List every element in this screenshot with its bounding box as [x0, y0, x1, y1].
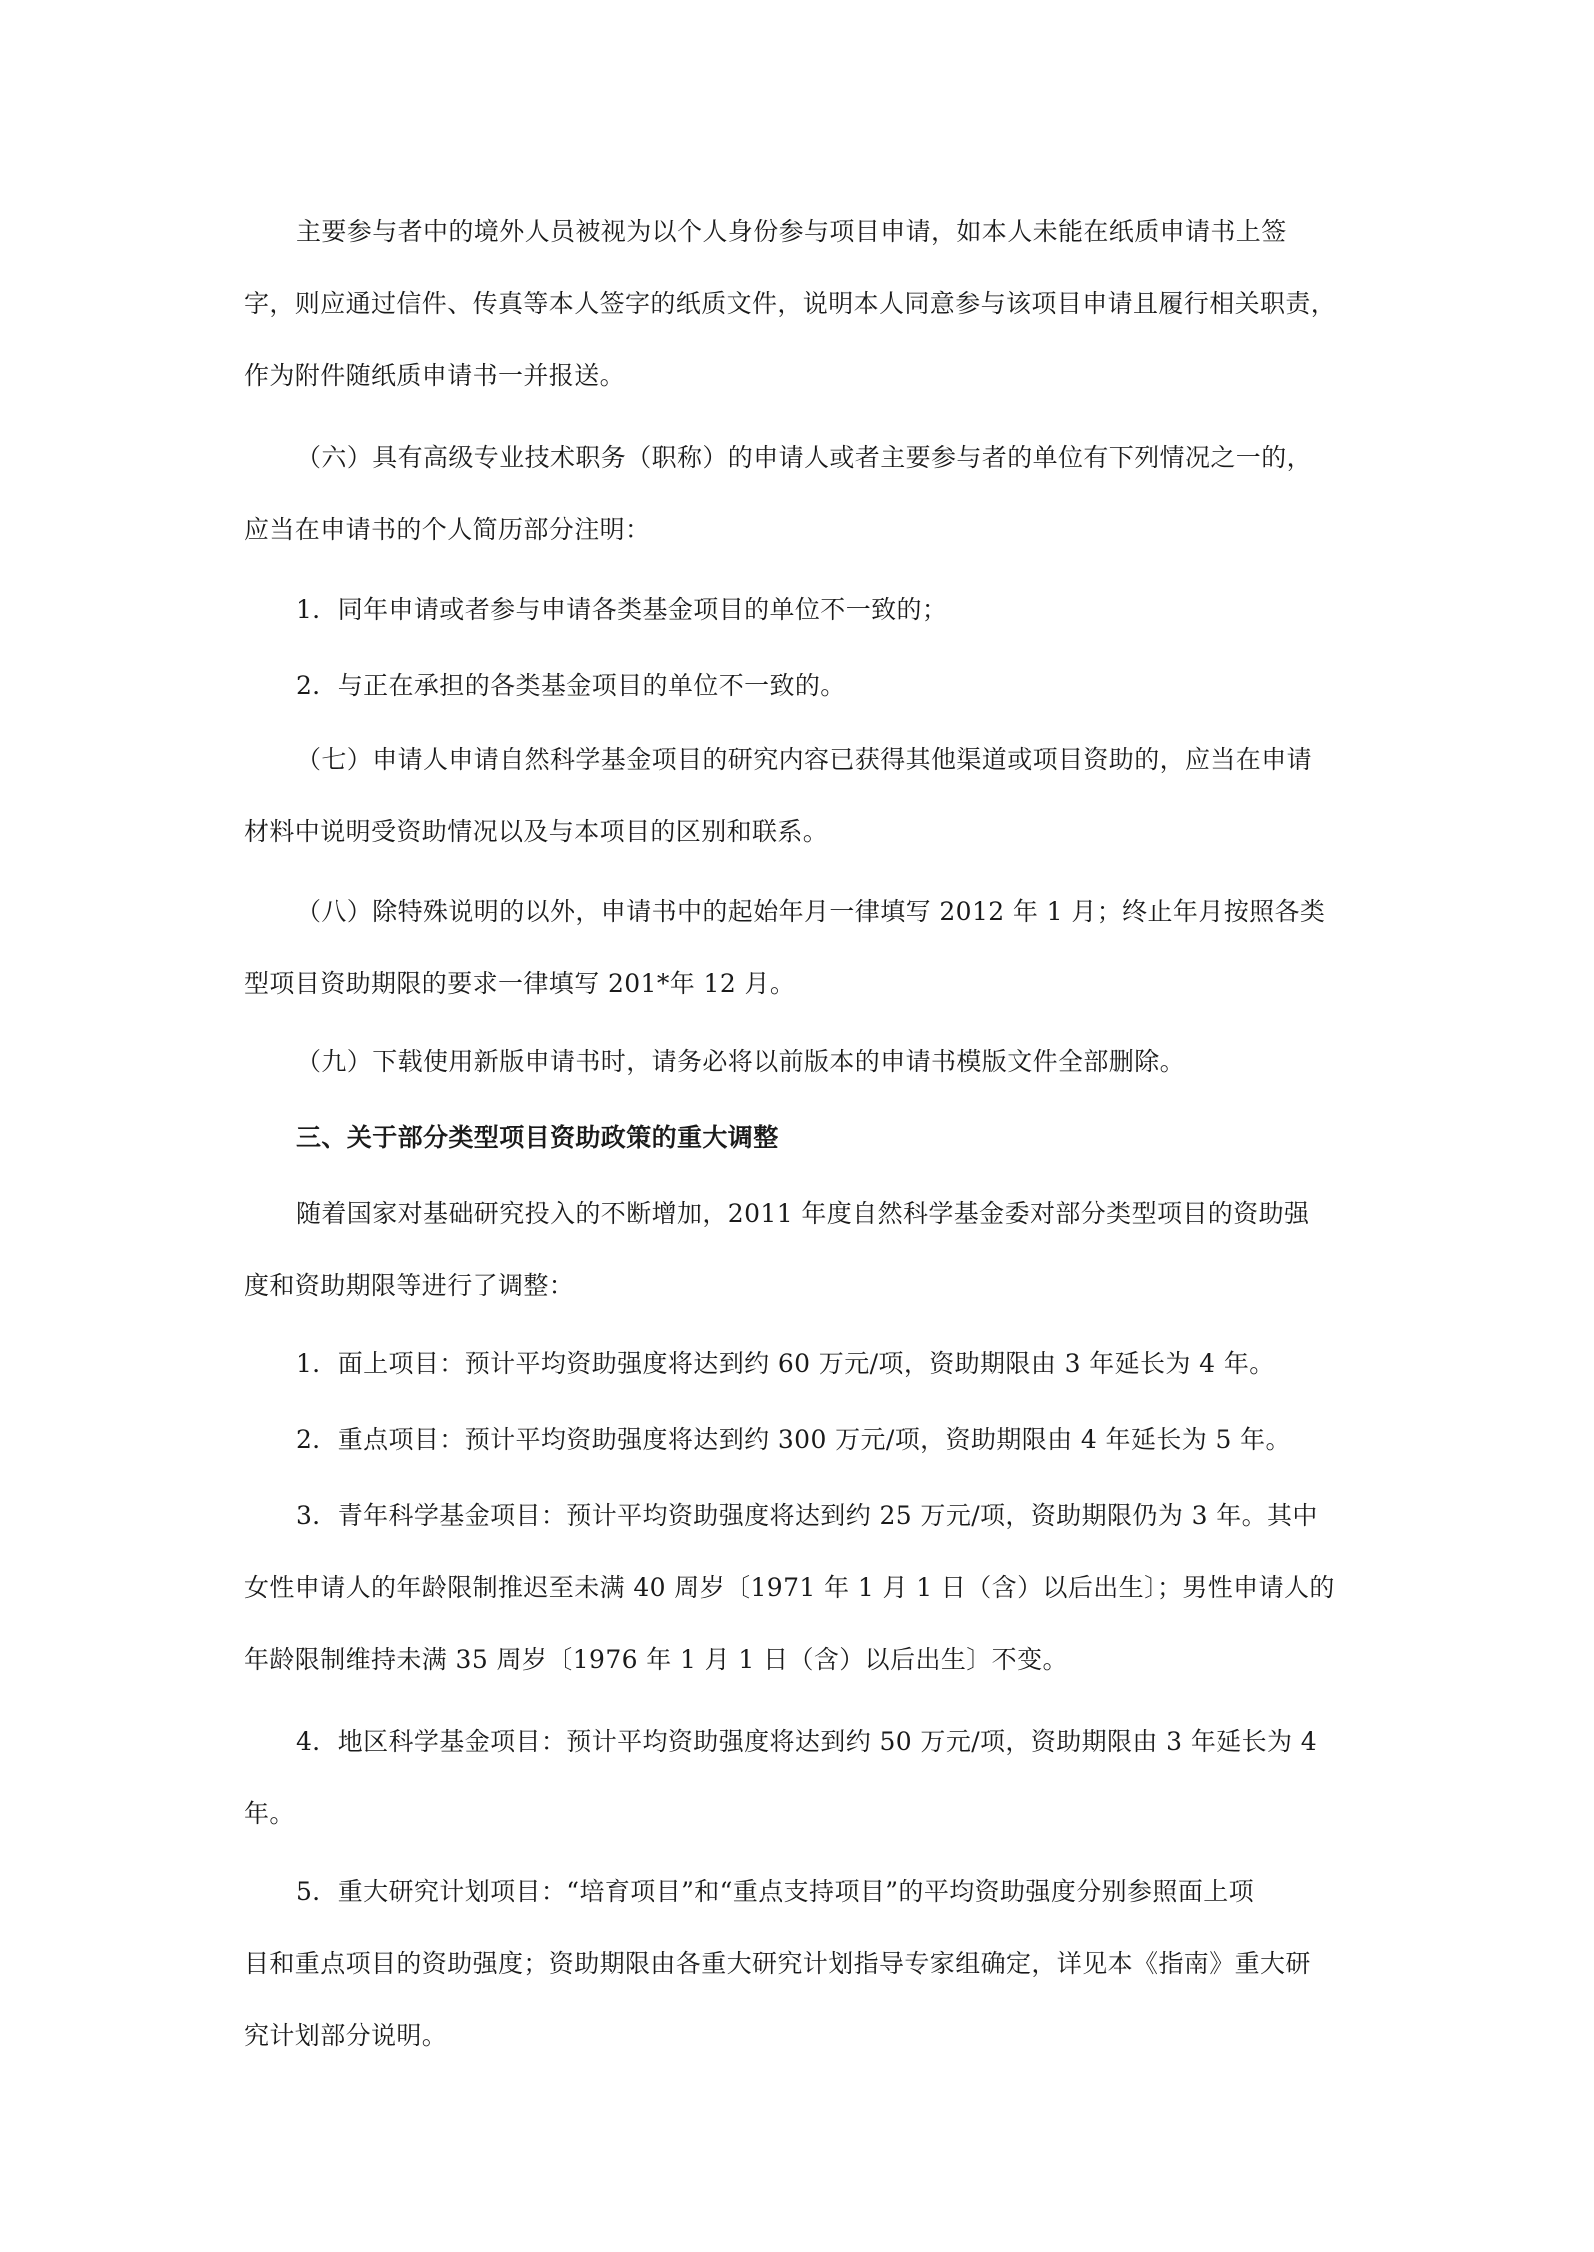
text-line: 字，则应通过信件、传真等本人签字的纸质文件，说明本人同意参与该项目申请且履行相关职责，: [244, 289, 1337, 318]
text-line: 3．青年科学基金项目：预计平均资助强度将达到约 25 万元/项，资助期限仍为 3 年。其中: [296, 1501, 1318, 1530]
section-heading-text: 三、关于部分类型项目资助政策的重大调整: [296, 1123, 779, 1152]
paragraph-key-projects: [244, 1404, 1356, 1476]
paragraph-item-9: [244, 1026, 1356, 1098]
text-line: 度和资助期限等进行了调整：: [244, 1271, 575, 1300]
section-heading: [244, 1102, 1356, 1174]
text-line: 2．与正在承担的各类基金项目的单位不一致的。: [296, 671, 846, 700]
paragraph-subitem-1: [244, 574, 1356, 646]
text-line: 4．地区科学基金项目：预计平均资助强度将达到约 50 万元/项，资助期限由 3 年延长为 4: [296, 1727, 1318, 1756]
text-line: 1．面上项目：预计平均资助强度将达到约 60 万元/项，资助期限由 3 年延长为 4 年。: [296, 1349, 1275, 1378]
paragraph-major-research-plan: [244, 1856, 1356, 2072]
text-line: （七）申请人申请自然科学基金项目的研究内容已获得其他渠道或项目资助的，应当在申请: [296, 745, 1313, 774]
text-line: 女性申请人的年龄限制推迟至未满 40 周岁〔1971 年 1 月 1 日（含）以后出生〕；男性申请人的: [244, 1573, 1335, 1602]
paragraph-regional-fund: [244, 1706, 1356, 1850]
text-line: 5．重大研究计划项目：“培育项目”和“重点支持项目”的平均资助强度分别参照面上项: [296, 1877, 1255, 1906]
text-line: 材料中说明受资助情况以及与本项目的区别和联系。: [244, 817, 829, 846]
text-line: 究计划部分说明。: [244, 2021, 448, 2050]
text-line: 随着国家对基础研究投入的不断增加，2011 年度自然科学基金委对部分类型项目的资助强: [296, 1199, 1310, 1228]
paragraph-general-projects: [244, 1328, 1356, 1400]
text-line: 1．同年申请或者参与申请各类基金项目的单位不一致的；: [296, 595, 948, 624]
text-line: 主要参与者中的境外人员被视为以个人身份参与项目申请，如本人未能在纸质申请书上签: [296, 217, 1287, 246]
paragraph-item-7: [244, 724, 1356, 868]
text-line: 2．重点项目：预计平均资助强度将达到约 300 万元/项，资助期限由 4 年延长为 5 年。: [296, 1425, 1291, 1454]
paragraph-subitem-2: [244, 650, 1356, 722]
paragraph-intro-adjustment: [244, 1178, 1356, 1322]
text-line: 作为附件随纸质申请书一并报送。: [244, 361, 626, 390]
text-line: 年龄限制维持未满 35 周岁〔1976 年 1 月 1 日（含）以后出生〕不变。: [244, 1645, 1068, 1674]
paragraph-young-scientists: [244, 1480, 1356, 1696]
paragraph-overseas-participants: [244, 196, 1356, 412]
text-line: 型项目资助期限的要求一律填写 201*年 12 月。: [244, 969, 796, 998]
text-line: 目和重点项目的资助强度；资助期限由各重大研究计划指导专家组确定，详见本《指南》重大研: [244, 1949, 1311, 1978]
text-line: 应当在申请书的个人简历部分注明：: [244, 515, 651, 544]
text-line: （九）下载使用新版申请书时，请务必将以前版本的申请书模版文件全部删除。: [296, 1047, 1186, 1076]
paragraph-item-8: [244, 876, 1356, 1020]
text-line: 年。: [244, 1799, 295, 1828]
text-line: （六）具有高级专业技术职务（职称）的申请人或者主要参与者的单位有下列情况之一的，: [296, 443, 1313, 472]
paragraph-item-6: [244, 422, 1356, 566]
text-line: （八）除特殊说明的以外，申请书中的起始年月一律填写 2012 年 1 月；终止年月按照各类: [296, 897, 1326, 926]
